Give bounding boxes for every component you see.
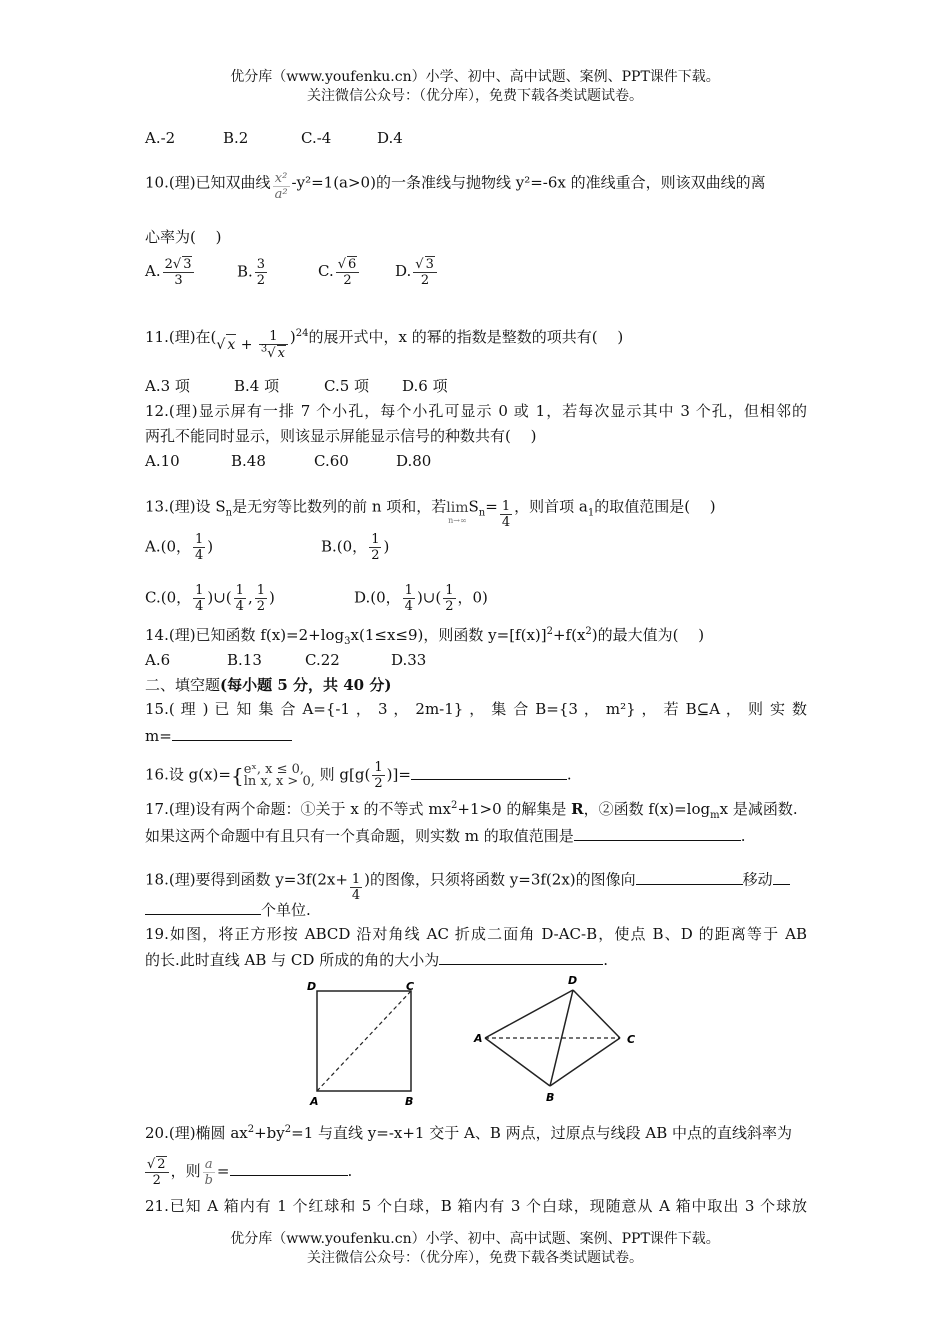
q14-option-a: A.6	[145, 651, 171, 669]
q12-option-b: B.48	[231, 452, 266, 470]
q11-fraction: $\frac{1}{^3√ x}$	[259, 329, 288, 361]
q18-frac-num: 1	[351, 872, 361, 887]
q13-c-post: )	[269, 588, 275, 607]
q19-line2-text: 的长.此时直线 AB 与 CD 所成的角的大小为	[145, 951, 440, 969]
q18-text-c: 移动	[742, 870, 773, 889]
q20-line-2	[145, 1156, 352, 1188]
q20-sup-2b: 2	[284, 1124, 292, 1135]
page-footer	[0, 1230, 950, 1268]
tetrahedron-figure	[470, 968, 645, 1108]
q17-text-a: 17.(理)设有两个命题：①关于 x 的不等式 mx	[145, 800, 452, 818]
q18-frac-den: 4	[351, 888, 361, 903]
question-17	[145, 799, 798, 819]
q11-expression: √ x + $\frac{1}{^3√ x}$	[216, 329, 289, 361]
q11-plus: +	[236, 337, 257, 353]
q10-option-d-label: D.	[395, 262, 412, 280]
q20-slope-fraction: $\frac{√ 2}{2}$	[145, 1156, 169, 1188]
q13-lim-under: n→∞	[448, 516, 467, 525]
q20-frac-a: a	[204, 1156, 213, 1172]
section2-d: 分，共	[287, 676, 344, 694]
q10-c-den: 2	[343, 273, 352, 288]
q10-a-den: 3	[174, 273, 183, 288]
q20-eq: =	[216, 1162, 230, 1180]
q13-option-a	[145, 532, 321, 563]
q13-text-f: 的取值范围是( )	[594, 497, 716, 516]
q13-d-pre: D.(0，	[354, 588, 401, 607]
q17-end: .	[740, 827, 746, 845]
q13-c-comma: ,	[247, 588, 253, 607]
q16-piece-bottom: ln x, x > 0,	[243, 773, 315, 789]
q13-sub-n2: n	[478, 507, 486, 519]
q11-sqrt-x: x	[226, 334, 236, 355]
q13-a-den: 4	[195, 548, 204, 563]
q11-option-c: C.5 项	[324, 377, 370, 395]
q13-option-d	[354, 583, 488, 614]
section2-f: 分)	[364, 676, 392, 694]
q11-frac-num: 1	[269, 329, 278, 344]
q9-option-b: B.2	[223, 129, 249, 147]
q13-text-b: 是无穷等比数列的前 n 项和，若	[232, 497, 447, 516]
q20-slope-rad: 2	[157, 1157, 166, 1172]
q20-text-c: =1 与直线 y=-x+1 交于 A、B 两点，过原点与线段 AB 中点的直线斜率为	[291, 1124, 793, 1142]
question-11	[145, 315, 623, 361]
q13-option-b	[321, 532, 389, 563]
section2-b: (每小题	[220, 676, 278, 694]
q10-option-c	[318, 256, 395, 288]
question-10	[145, 165, 766, 202]
q11-exponent: 24	[295, 328, 309, 339]
q20-end: .	[347, 1162, 353, 1180]
q13-option-c	[145, 583, 354, 614]
q12-option-a: A.10	[145, 452, 180, 470]
q10-text-a: 10.(理)已知双曲线	[145, 173, 271, 192]
section-2-heading	[145, 675, 391, 695]
q13-eq: =	[485, 497, 498, 516]
q17-text-b: +1>0 的解集是	[457, 800, 572, 818]
q10-a-rad: 3	[183, 257, 192, 272]
q16-text-a: 16.设 g(x)=	[145, 765, 231, 784]
q18-line-2	[145, 899, 311, 920]
square-label-d: D	[307, 980, 317, 993]
q16-fraction	[372, 760, 384, 791]
q14-text-d: )的最大值为( )	[591, 626, 705, 644]
question-18	[145, 858, 790, 903]
q13-text-c: S	[468, 497, 479, 516]
q11-options	[145, 376, 448, 396]
q18-distance-blank[interactable]	[145, 899, 261, 915]
q18-fraction	[350, 872, 362, 903]
q13-sub-n: n	[225, 507, 233, 519]
q11-text-b: )	[289, 328, 296, 346]
q13-c-n3: 1	[256, 583, 266, 598]
q15-line-2	[145, 725, 292, 746]
q12-line-2: 两孔不能同时显示，则该显示屏能显示信号的种数共有( )	[145, 427, 537, 445]
q18-text-b: )的图像，只须将函数 y=3f(2x)的图像向	[364, 870, 636, 889]
q10-option-d	[395, 256, 439, 288]
q10-option-c-frac: $\frac{√ 6}{2}$	[336, 256, 360, 288]
q13-c-frac-1	[193, 583, 205, 614]
q10-option-a-label: A.	[145, 262, 161, 280]
q11-text-c: 的展开式中，x 的幂的指数是整数的项共有( )	[308, 328, 624, 346]
q12-options	[145, 451, 431, 471]
q15-line-1: 15.( 理 ) 已 知 集 合 A={-1 ， 3 ， 2m-1} ， 集 合 B={3 ， m²} ， 若 B⊆A ， 则 实 数	[145, 700, 807, 718]
q14-options	[145, 650, 426, 670]
q10-b-den: 2	[256, 272, 266, 288]
question-14	[145, 625, 704, 645]
q9-option-a: A.-2	[145, 129, 176, 147]
q13-b-post: )	[383, 537, 390, 556]
q17-sup-2: 2	[451, 800, 458, 811]
tetra-label-d: D	[568, 974, 578, 987]
q10-option-c-label: C.	[318, 262, 334, 280]
q17-answer-blank[interactable]	[574, 825, 741, 841]
q10-b-num: 3	[256, 256, 266, 272]
q13-a-num: 1	[195, 532, 204, 547]
q13-options-cd	[145, 583, 488, 614]
square-figure	[305, 975, 425, 1115]
q13-fraction	[500, 499, 512, 530]
header-line-1: 优分库（www.youfenku.cn）小学、初中、高中试题、案例、PPT课件下载。	[230, 69, 720, 85]
q17-text-d: x 是减函数.	[719, 800, 798, 818]
q13-d-d2: 2	[445, 599, 454, 614]
q13-b-den: 2	[371, 548, 380, 563]
q13-c-d1: 4	[195, 599, 204, 614]
q13-b-pre: B.(0，	[321, 537, 368, 556]
section2-points: 5	[277, 676, 288, 694]
q18-end: 个单位.	[261, 901, 311, 919]
q13-d-frac-2	[443, 583, 455, 614]
q13-frac-den: 4	[501, 515, 511, 530]
q13-d-frac-1	[403, 583, 415, 614]
footer-line-1: 优分库（www.youfenku.cn）小学、初中、高中试题、案例、PPT课件下载。	[230, 1231, 720, 1247]
section2-total: 40	[343, 676, 365, 694]
square-diagonal-ac	[317, 991, 411, 1091]
q13-b-num: 1	[371, 532, 380, 547]
q17-line2-text: 如果这两个命题中有且只有一个真命题，则实数 m 的取值范围是	[145, 827, 574, 845]
q17-set-r: R	[571, 800, 584, 818]
q13-c-n2: 1	[235, 583, 244, 598]
q13-text-a: 13.(理)设 S	[145, 497, 226, 516]
tetra-label-a: A	[474, 1032, 483, 1045]
square-label-a: A	[310, 1095, 319, 1108]
footer-line-2: 关注微信公众号：（优分库），免费下载各类试题试卷。	[307, 1250, 643, 1266]
q10-text-b: -y²=1(a>0)的一条准线与抛物线 y²=-6x 的准线重合，则该双曲线的离	[291, 173, 766, 192]
q13-a-post: )	[207, 537, 214, 556]
q20-text-b: +by	[254, 1124, 285, 1142]
q16-piece-top: eˣ, x ≤ 0,	[243, 761, 305, 777]
page-header	[0, 68, 950, 106]
q10-frac-den: a²	[274, 187, 288, 202]
q20-sup-2a: 2	[247, 1124, 255, 1135]
q11-text-a: 11.(理)在(	[145, 328, 217, 346]
q13-limit	[446, 500, 468, 525]
square-outline	[317, 991, 411, 1091]
q13-d-n1: 1	[404, 583, 413, 598]
q11-option-d: D.6 项	[402, 377, 448, 395]
q14-text-a: 14.(理)已知函数 f(x)=2+log	[145, 626, 345, 644]
q16-brace: {	[230, 763, 244, 788]
tetra-edge-ad	[485, 990, 573, 1038]
q10-option-a-frac: $\frac{2√ 3}{3}$	[163, 256, 195, 288]
q18-text-a: 18.(理)要得到函数 y=3f(2x+	[145, 870, 348, 889]
q13-c-frac-2	[234, 583, 246, 614]
q14-option-d: D.33	[391, 651, 427, 669]
q13-c-n1: 1	[195, 583, 204, 598]
q19-line-1: 19.如图，将正方形按 ABCD 沿对角线 AC 折成二面角 D-AC-B，使点 B、D 的距离等于 AB	[145, 925, 807, 943]
q11-root-rad: x	[277, 346, 285, 361]
q14-option-c: C.22	[305, 651, 340, 669]
q11-root-index: 3	[260, 343, 268, 355]
q17-line-2	[145, 825, 746, 846]
q17-text-c: ，②函数 f(x)=log	[583, 800, 711, 818]
q10-line-2: 心率为( )	[145, 228, 222, 246]
q13-lim: lim	[446, 500, 469, 516]
question-20	[145, 1123, 792, 1143]
tetra-edge-dc	[573, 990, 620, 1038]
q11-option-a: A.3 项	[145, 377, 190, 395]
q14-sup-2b: 2	[585, 626, 592, 637]
q16-end: .	[566, 765, 572, 784]
q13-c-frac-3	[255, 583, 267, 614]
square-label-b: B	[405, 1095, 414, 1108]
q11-option-b: B.4 项	[234, 377, 280, 395]
q19-end: .	[603, 951, 608, 969]
q13-options-ab	[145, 532, 389, 563]
q14-text-c: +f(x	[552, 626, 586, 644]
q12-option-d: D.80	[396, 452, 432, 470]
q16-text-b: 则 g[g(	[319, 765, 371, 784]
q20-slope-den: 2	[152, 1173, 161, 1188]
q13-a-frac	[193, 532, 205, 563]
question-16	[145, 760, 572, 791]
q9-options	[145, 128, 403, 148]
q13-d-n2: 1	[445, 583, 454, 598]
q16-text-c: )]=	[386, 765, 411, 784]
q10-option-b-frac	[255, 257, 267, 288]
q14-text-b: x(1≤x≤9)，则函数 y=[f(x)]	[350, 626, 547, 644]
q10-a-coef: 2	[164, 257, 173, 272]
q10-d-rad: 3	[425, 257, 434, 272]
q13-d-post: ，0)	[457, 588, 488, 607]
q20-ab-fraction	[203, 1157, 215, 1188]
q14-sup-2a: 2	[546, 626, 553, 637]
q16-frac-den: 2	[374, 776, 383, 791]
q20-text-a: 20.(理)椭圆 ax	[145, 1124, 248, 1142]
tetra-edge-ab	[485, 1038, 550, 1086]
q10-fraction	[273, 171, 290, 202]
q15-answer-blank[interactable]	[172, 725, 292, 741]
q13-c-d2: 4	[235, 599, 244, 614]
q13-d-d1: 4	[404, 599, 413, 614]
q20-answer-blank[interactable]	[230, 1160, 348, 1176]
q10-option-d-frac: $\frac{√ 3}{2}$	[413, 256, 437, 288]
q10-option-b	[237, 257, 318, 288]
q12-line-1: 12.(理)显示屏有一排 7 个小孔，每个小孔可显示 0 或 1，若每次显示其中 3 个孔，但相邻的	[145, 402, 807, 420]
q21-line-1: 21.已知 A 箱内有 1 个红球和 5 个白球，B 箱内有 3 个白球，现随意从 A 箱中取出 3 个球放	[145, 1197, 807, 1215]
tetra-label-c: C	[627, 1033, 636, 1046]
q14-sub-3: 3	[344, 636, 351, 647]
q12-option-c: C.60	[314, 452, 349, 470]
q9-option-d: D.4	[377, 129, 403, 147]
q18-distance-blank-start[interactable]	[773, 869, 790, 885]
section2-title: 二、填空题	[145, 676, 221, 694]
q13-d-mid: )∪(	[416, 588, 442, 607]
q20-frac-b: b	[204, 1172, 213, 1188]
q13-c-mid: )∪(	[207, 588, 232, 607]
q10-option-a	[145, 256, 237, 288]
q19-line-2	[145, 949, 608, 970]
q16-piecewise	[243, 761, 315, 789]
q19-answer-blank[interactable]	[439, 949, 603, 965]
q13-frac-num: 1	[501, 499, 511, 514]
q13-c-d3: 2	[256, 599, 266, 614]
q13-sub-1: 1	[587, 507, 595, 519]
q16-answer-blank[interactable]	[411, 764, 567, 780]
q17-sub-m: m	[710, 810, 720, 821]
q9-option-c: C.-4	[301, 129, 332, 147]
q18-direction-blank[interactable]	[636, 869, 743, 885]
q10-d-den: 2	[420, 273, 430, 288]
q13-b-frac	[369, 532, 381, 563]
tetra-label-b: B	[546, 1091, 555, 1104]
q20-text-d: ，则	[170, 1162, 201, 1180]
q16-frac-num: 1	[374, 760, 383, 775]
question-13	[145, 485, 716, 530]
q10-frac-num: x²	[274, 171, 288, 186]
q10-c-rad: 6	[348, 257, 357, 272]
q13-c-pre: C.(0，	[145, 588, 192, 607]
q10-options	[145, 256, 439, 288]
q10-option-b-label: B.	[237, 262, 253, 280]
q14-option-b: B.13	[227, 651, 262, 669]
square-label-c: C	[406, 980, 415, 993]
q13-a-pre: A.(0，	[145, 537, 191, 556]
q15-m-label: m=	[145, 727, 172, 745]
q13-text-e: ，则首项 a	[514, 497, 588, 516]
header-line-2: 关注微信公众号：（优分库），免费下载各类试题试卷。	[307, 88, 643, 104]
